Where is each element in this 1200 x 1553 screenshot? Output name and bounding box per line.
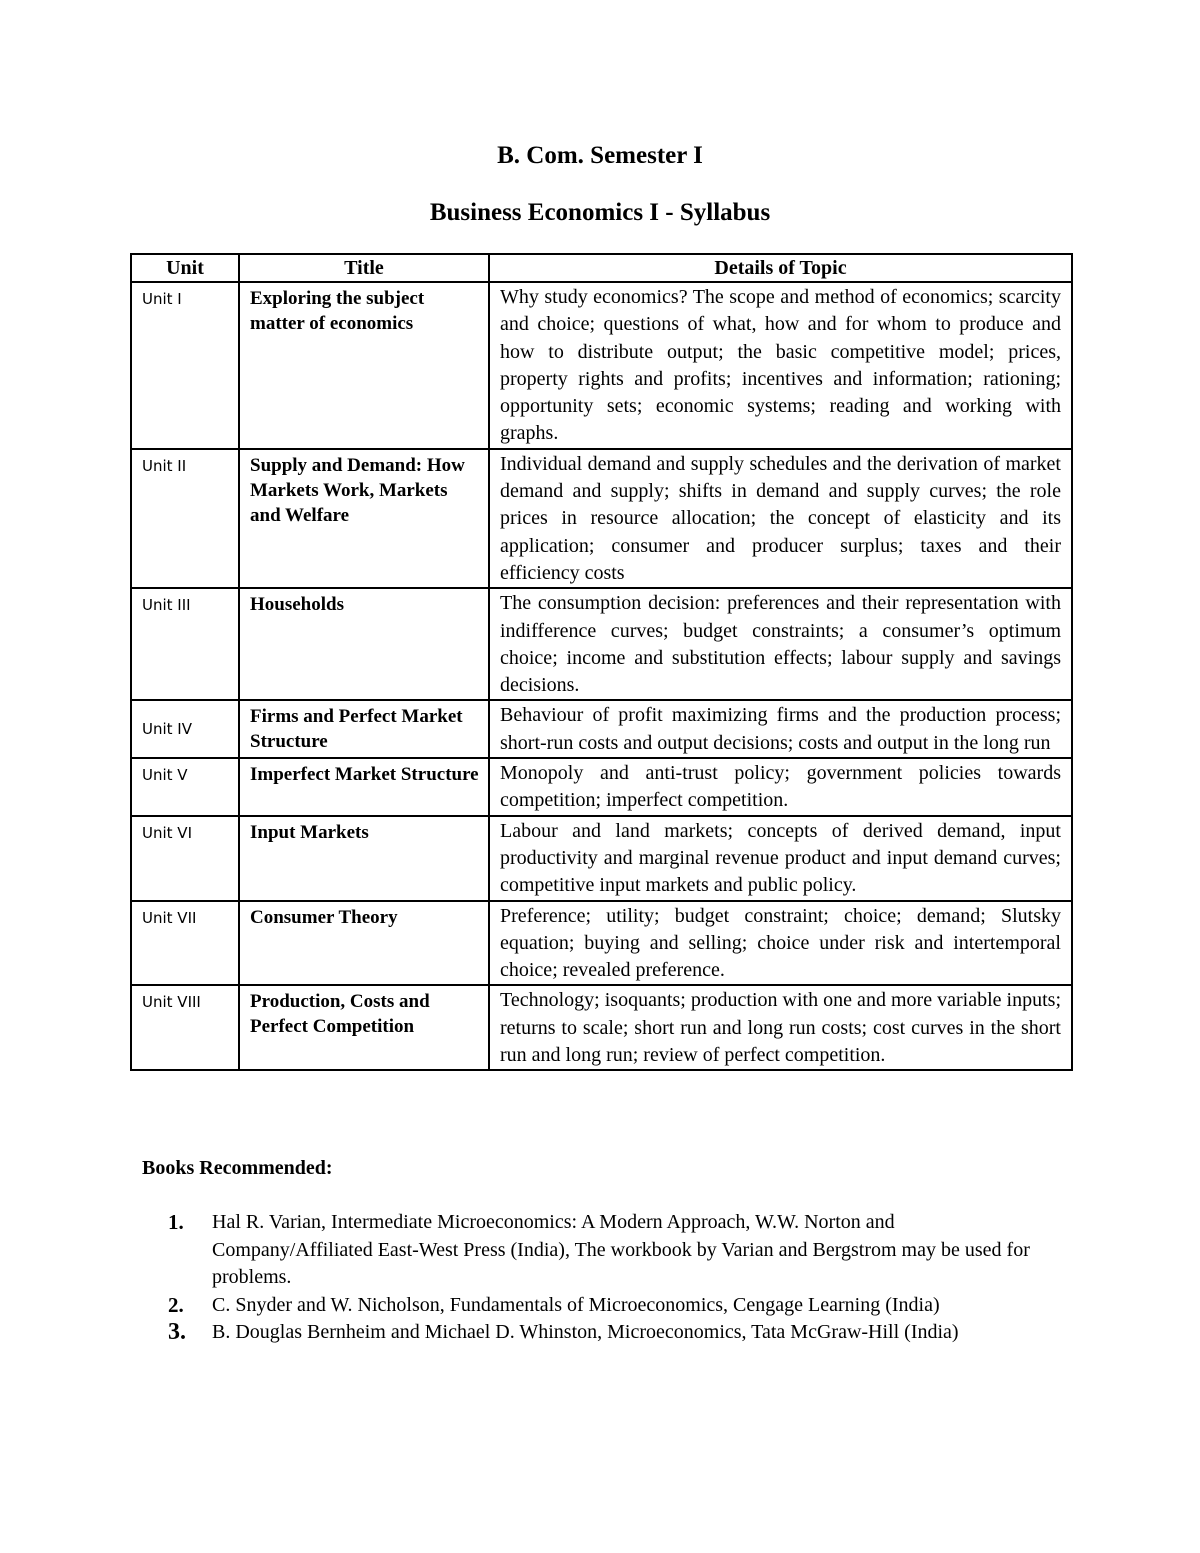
list-number: 3.: [168, 1319, 186, 1345]
title-cell: Supply and Demand: How Markets Work, Markets and Welfare: [239, 449, 489, 588]
column-header-title: Title: [239, 254, 489, 282]
unit-cell: Unit II: [131, 449, 239, 588]
title-cell: Exploring the subject matter of economics: [239, 282, 489, 449]
details-cell: The consumption decision: preferences and their representation with indifference curves; budget constraints; a consumer’s optimum choice; income and substitution effects; labour supply and savings decisions.: [489, 588, 1072, 700]
course-title: B. Com. Semester I: [497, 142, 703, 169]
details-cell: Technology; isoquants; production with one and more variable inputs; returns to scale; short run and long run costs; cost curves in the short run and long run; review of perfect competition.: [489, 985, 1072, 1070]
unit-cell: Unit VII: [131, 901, 239, 986]
list-item: [168, 1292, 1038, 1320]
table-row: [131, 985, 1072, 1070]
book-reference: B. Douglas Bernheim and Michael D. Whinston, Microeconomics, Tata McGraw-Hill (India): [212, 1321, 959, 1343]
table-row: [131, 758, 1072, 816]
unit-cell: Unit VIII: [131, 985, 239, 1070]
details-cell: Labour and land markets; concepts of derived demand, input productivity and marginal revenue product and input demand curves; competitive input markets and public policy.: [489, 816, 1072, 901]
table-row: [131, 449, 1072, 588]
books-list: [168, 1209, 1038, 1347]
list-number: 1.: [168, 1210, 184, 1234]
books-heading: Books Recommended:: [142, 1157, 333, 1179]
column-header-details: Details of Topic: [489, 254, 1072, 282]
unit-cell: Unit VI: [131, 816, 239, 901]
syllabus-table: [130, 253, 1073, 1071]
table-header-row: [131, 254, 1072, 282]
details-cell: Individual demand and supply schedules and the derivation of market demand and supply; shifts in demand and supply curves; the role prices in resource allocation; the concept of elasticity and its application; consumer and producer surplus; taxes and their efficiency costs: [489, 449, 1072, 588]
table-row: [131, 588, 1072, 700]
title-cell: Firms and Perfect Market Structure: [239, 700, 489, 758]
table-row: [131, 816, 1072, 901]
details-cell: Monopoly and anti-trust policy; government policies towards competition; imperfect competition.: [489, 758, 1072, 816]
title-cell: Production, Costs and Perfect Competition: [239, 985, 489, 1070]
title-cell: Consumer Theory: [239, 901, 489, 986]
list-number: 2.: [168, 1292, 184, 1317]
unit-cell: Unit I: [131, 282, 239, 449]
details-cell: Why study economics? The scope and method of economics; scarcity and choice; questions of what, how and for whom to produce and how to distribute output; the basic competitive model; prices, property rights and profits; incentives and information; rationing; opportunity sets; economic systems; reading and working with graphs.: [489, 282, 1072, 449]
details-cell: Preference; utility; budget constraint; choice; demand; Slutsky equation; buying and selling; choice under risk and intertemporal choice; revealed preference.: [489, 901, 1072, 986]
details-cell: Behaviour of profit maximizing firms and the production process; short-run costs and output decisions; costs and output in the long run: [489, 700, 1072, 758]
unit-cell: Unit V: [131, 758, 239, 816]
table-row: [131, 700, 1072, 758]
unit-cell: Unit IV: [131, 700, 239, 758]
title-cell: Input Markets: [239, 816, 489, 901]
title-cell: Imperfect Market Structure: [239, 758, 489, 816]
title-cell: Households: [239, 588, 489, 700]
list-item: [168, 1209, 1038, 1292]
book-reference: Hal R. Varian, Intermediate Microeconomics: A Modern Approach, W.W. Norton and Company/Affiliated East-West Press (India), The workbook by Varian and Bergstrom may be used for problems.: [212, 1211, 1030, 1288]
syllabus-title: Business Economics I - Syllabus: [429, 199, 771, 226]
book-reference: C. Snyder and W. Nicholson, Fundamentals of Microeconomics, Cengage Learning (India): [212, 1293, 940, 1316]
column-header-unit: Unit: [131, 254, 239, 282]
unit-cell: Unit III: [131, 588, 239, 700]
list-item: [168, 1319, 1038, 1347]
table-row: [131, 901, 1072, 986]
table-row: [131, 282, 1072, 449]
